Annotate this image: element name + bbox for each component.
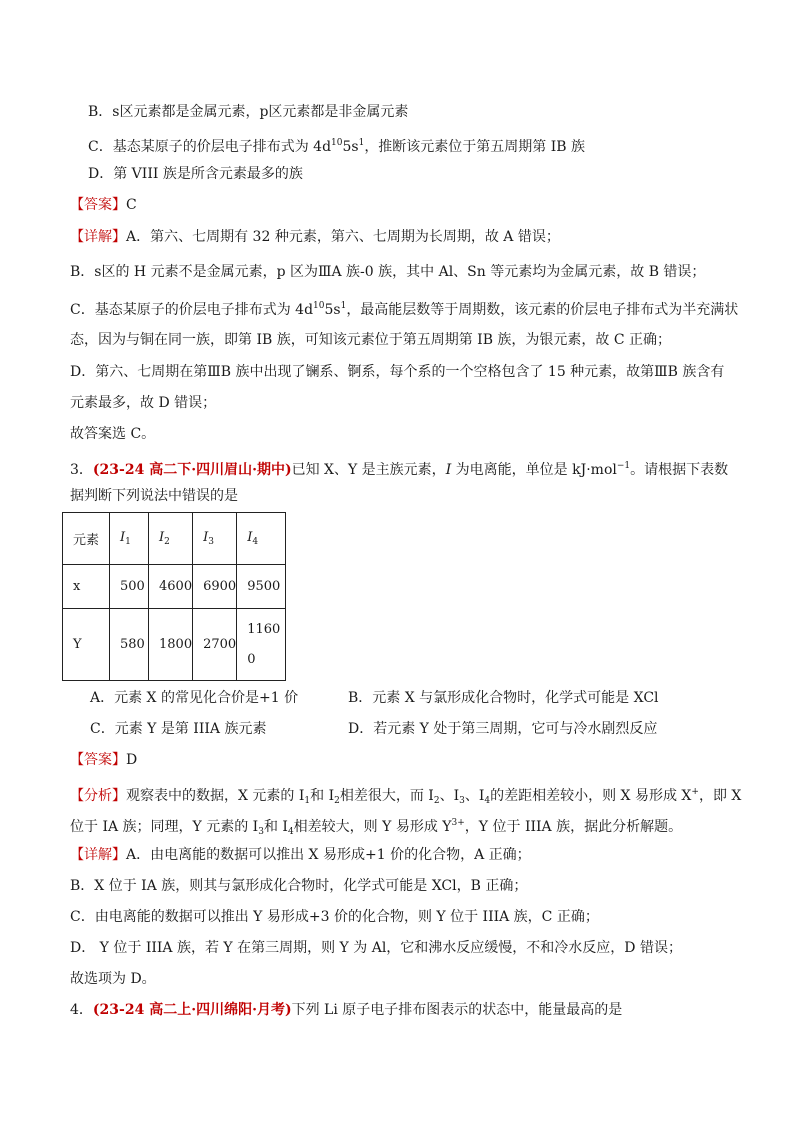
q3-stem-line-2: 据判断下列说法中错误的是 — [70, 488, 238, 504]
q2-detail-2: B．s区的 H 元素不是金属元素，p 区为ⅢA 族-0 族，其中 Al、Sn 等元素均为金属元素，故 B 错误； — [70, 264, 706, 280]
q3-option-a: A．元素 X 的常见化合价是+1 价 — [90, 690, 299, 706]
table-cell: 9500 — [237, 565, 286, 609]
q3-analysis-2: 位于 IA 族；同理，Y 元素的 $I_3$和 $I_4$相差较大，则 Y 易形成 $Y^{3+}$，Y 位于 IIIA 族，据此分析解题。 — [70, 818, 683, 837]
table-header-cell: $I_3$ — [193, 513, 237, 565]
table-header-row — [63, 513, 286, 565]
q3-detail-4: D． Y 位于 IIIA 族，若 Y 在第三周期，则 Y 为 Al，它和沸水反应缓慢，不和冷水反应，D 错误； — [70, 940, 682, 956]
table-cell: 4600 — [149, 565, 193, 609]
detail-tag: 【详解】 — [70, 229, 126, 245]
q3-source-tag: (23-24 高二下·四川眉山·期中) — [92, 462, 292, 478]
q3-stem-line-1: 3．(23-24 高二下·四川眉山·期中)已知 X、Y 是主族元素，I 为电离能，单位是 kJ·mol$^{-1}$。请根据下表数 — [70, 461, 729, 478]
q2-detail-6: 元素最多，故 D 错误； — [70, 395, 217, 411]
table-header-cell: $I_4$ — [237, 513, 286, 565]
table-cell: x — [63, 565, 110, 609]
detail-tag: 【详解】 — [70, 847, 126, 863]
answer-tag: 【答案】 — [70, 197, 126, 213]
q3-analysis-1: 【分析】观察表中的数据，X 元素的 $I_1$和 $I_2$相差很大，而 $I_2$、$I_3$、$I_4$的差距相差较小，则 X 易形成 X+，即 X — [70, 787, 742, 806]
q2-detail-3: C．基态某原子的价层电子排布式为 $4d^{10}5s^1$，最高能层数等于周期数，该元素的价层电子排布式为半充满状 — [70, 301, 739, 318]
ionization-energy-table — [62, 512, 286, 681]
q2-detail-1: 【详解】A．第六、七周期有 32 种元素，第六、七周期为长周期，故 A 错误； — [70, 229, 560, 245]
q4-source-tag: (23-24 高二上·四川绵阳·月考) — [92, 1002, 292, 1018]
q2-answer: 【答案】C — [70, 197, 137, 213]
table-header-cell: $I_1$ — [110, 513, 149, 565]
q3-detail-3: C．由电离能的数据可以推出 Y 易形成+3 价的化合物，则 Y 位于 IIIA 族，C 正确； — [70, 909, 599, 925]
q3-detail-1: 【详解】A．由电离能的数据可以推出 X 易形成+1 价的化合物，A 正确； — [70, 847, 531, 863]
q4-stem: 4．(23-24 高二上·四川绵阳·月考)下列 Li 原子电子排布图表示的状态中，能量最高的是 — [70, 1002, 623, 1018]
q2-detail-5: D．第六、七周期在第ⅢB 族中出现了镧系、锕系，每个系的一个空格包含了 15 种元素，故第ⅢB 族含有 — [70, 364, 725, 380]
q3-detail-2: B．X 位于 IA 族，则其与氯形成化合物时，化学式可能是 XCl，B 正确； — [70, 878, 528, 894]
q2-option-c: C．基态某原子的价层电子排布式为 $4d^{10}5s^1$，推断该元素位于第五周期第 IB 族 — [88, 138, 586, 155]
table-header-cell: 元素 — [63, 513, 110, 565]
analysis-tag: 【分析】 — [70, 788, 126, 804]
q2-conclusion: 故答案选 C。 — [70, 426, 156, 442]
q3-conclusion: 故选项为 D。 — [70, 971, 156, 987]
table-row — [63, 609, 286, 681]
q3-option-d: D．若元素 Y 处于第三周期，它可与冷水剧烈反应 — [348, 721, 658, 737]
table-cell: 1160 0 — [237, 609, 286, 681]
q3-option-c: C．元素 Y 是第 IIIA 族元素 — [90, 721, 267, 737]
q2-option-b: B．s区元素都是金属元素，p区元素都是非金属元素 — [88, 104, 409, 120]
q3-answer: 【答案】D — [70, 752, 138, 768]
q2-detail-4: 态，因为与铜在同一族，即第 IB 族，可知该元素位于第五周期第 IB 族，为银元素，故 C 正确； — [70, 332, 672, 348]
q2-option-d: D．第 VIII 族是所含元素最多的族 — [88, 166, 303, 182]
table-row — [63, 565, 286, 609]
table-cell: 6900 — [193, 565, 237, 609]
table-cell: 1800 — [149, 609, 193, 681]
table-cell: 580 — [110, 609, 149, 681]
table-cell: Y — [63, 609, 110, 681]
answer-tag: 【答案】 — [70, 752, 126, 768]
table-header-cell: $I_2$ — [149, 513, 193, 565]
q3-option-b: B．元素 X 与氯形成化合物时，化学式可能是 XCl — [348, 690, 659, 706]
table-cell: 500 — [110, 565, 149, 609]
table-cell: 2700 — [193, 609, 237, 681]
